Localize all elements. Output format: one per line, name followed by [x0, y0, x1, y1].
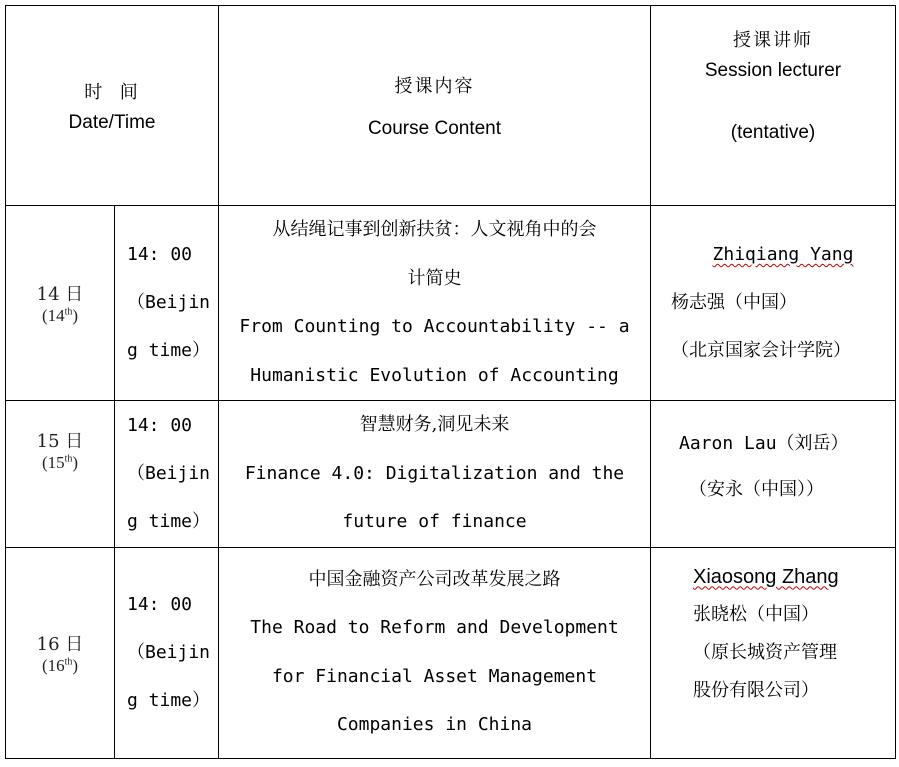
course-line: Companies in China [336, 714, 533, 735]
header-lecturer-zh: 授课讲师 [733, 30, 813, 51]
day-en: (14th) [41, 306, 79, 325]
day-zh: 16 日 [36, 633, 84, 655]
table-row [6, 206, 896, 401]
schedule-table [5, 5, 896, 759]
course-line: Finance 4.0: Digitalization and the [244, 462, 625, 484]
lecturer-line: （原长城资产管理 [693, 641, 837, 663]
course-line: 计简史 [407, 267, 462, 289]
course-line: 从结绳记事到创新扶贫：人文视角中的会 [272, 219, 597, 240]
date-cell [6, 547, 115, 758]
header-date-cell [6, 6, 219, 206]
course-line: From Counting to Accountability -- a [239, 316, 630, 337]
header-content-zh: 授课内容 [394, 75, 475, 97]
day-zh: 15 日 [36, 431, 84, 452]
header-lecturer-note: (tentative) [730, 122, 816, 143]
time-line: 14: 00 [127, 593, 193, 615]
time-line: （Beijin [127, 462, 211, 484]
time-line: 14: 00 [127, 244, 193, 265]
course-line: future of finance [342, 511, 527, 532]
header-date-en: Date/Time [68, 111, 156, 133]
course-cell [219, 206, 651, 401]
lecturer-line: 杨志强（中国） [671, 292, 797, 313]
course-cell [219, 401, 651, 548]
header-content-cell [219, 6, 651, 206]
table-row [6, 547, 896, 758]
lecturer-cell [651, 401, 896, 548]
time-cell [115, 206, 219, 401]
header-row [6, 6, 896, 206]
time-line: g time） [127, 689, 211, 711]
lecturer-line: 张晓松（中国） [693, 603, 819, 625]
course-line: The Road to Reform and Development [250, 617, 619, 638]
lecturer-name: Xiaosong Zhang [693, 565, 839, 588]
date-cell [6, 401, 115, 548]
time-line: g time） [127, 510, 211, 532]
course-line: for Financial Asset Management [271, 665, 598, 687]
day-en: (15th) [41, 453, 79, 472]
course-line: 中国金融资产公司改革发展之路 [308, 568, 561, 590]
date-cell [6, 206, 115, 401]
day-en: (16th) [41, 655, 79, 675]
time-line: 14: 00 [127, 414, 193, 436]
time-cell [115, 547, 219, 758]
time-line: （Beijin [127, 641, 211, 663]
header-content-en: Course Content [367, 117, 502, 139]
lecturer-cell [651, 547, 896, 758]
course-cell [219, 547, 651, 758]
lecturer-cell [651, 206, 896, 401]
time-cell [115, 401, 219, 548]
header-date-zh: 时 间 [84, 81, 140, 103]
lecturer-line: （安永（中国）） [689, 479, 824, 500]
lecturer-name: Zhiqiang Yang [712, 244, 854, 265]
lecturer-line: 股份有限公司） [693, 679, 819, 701]
lecturer-line: （北京国家会计学院） [671, 340, 851, 361]
lecturer-name: Aaron Lau（刘岳） [679, 433, 849, 454]
header-lecturer-cell [651, 6, 896, 206]
course-line: 智慧财务,洞见未来 [359, 414, 510, 435]
day-zh: 14 日 [36, 284, 84, 305]
time-line: （Beijin [127, 292, 211, 313]
header-lecturer-en: Session lecturer [704, 60, 842, 81]
course-line: Humanistic Evolution of Accounting [250, 364, 619, 386]
table-row [6, 401, 896, 548]
time-line: g time） [127, 340, 211, 361]
